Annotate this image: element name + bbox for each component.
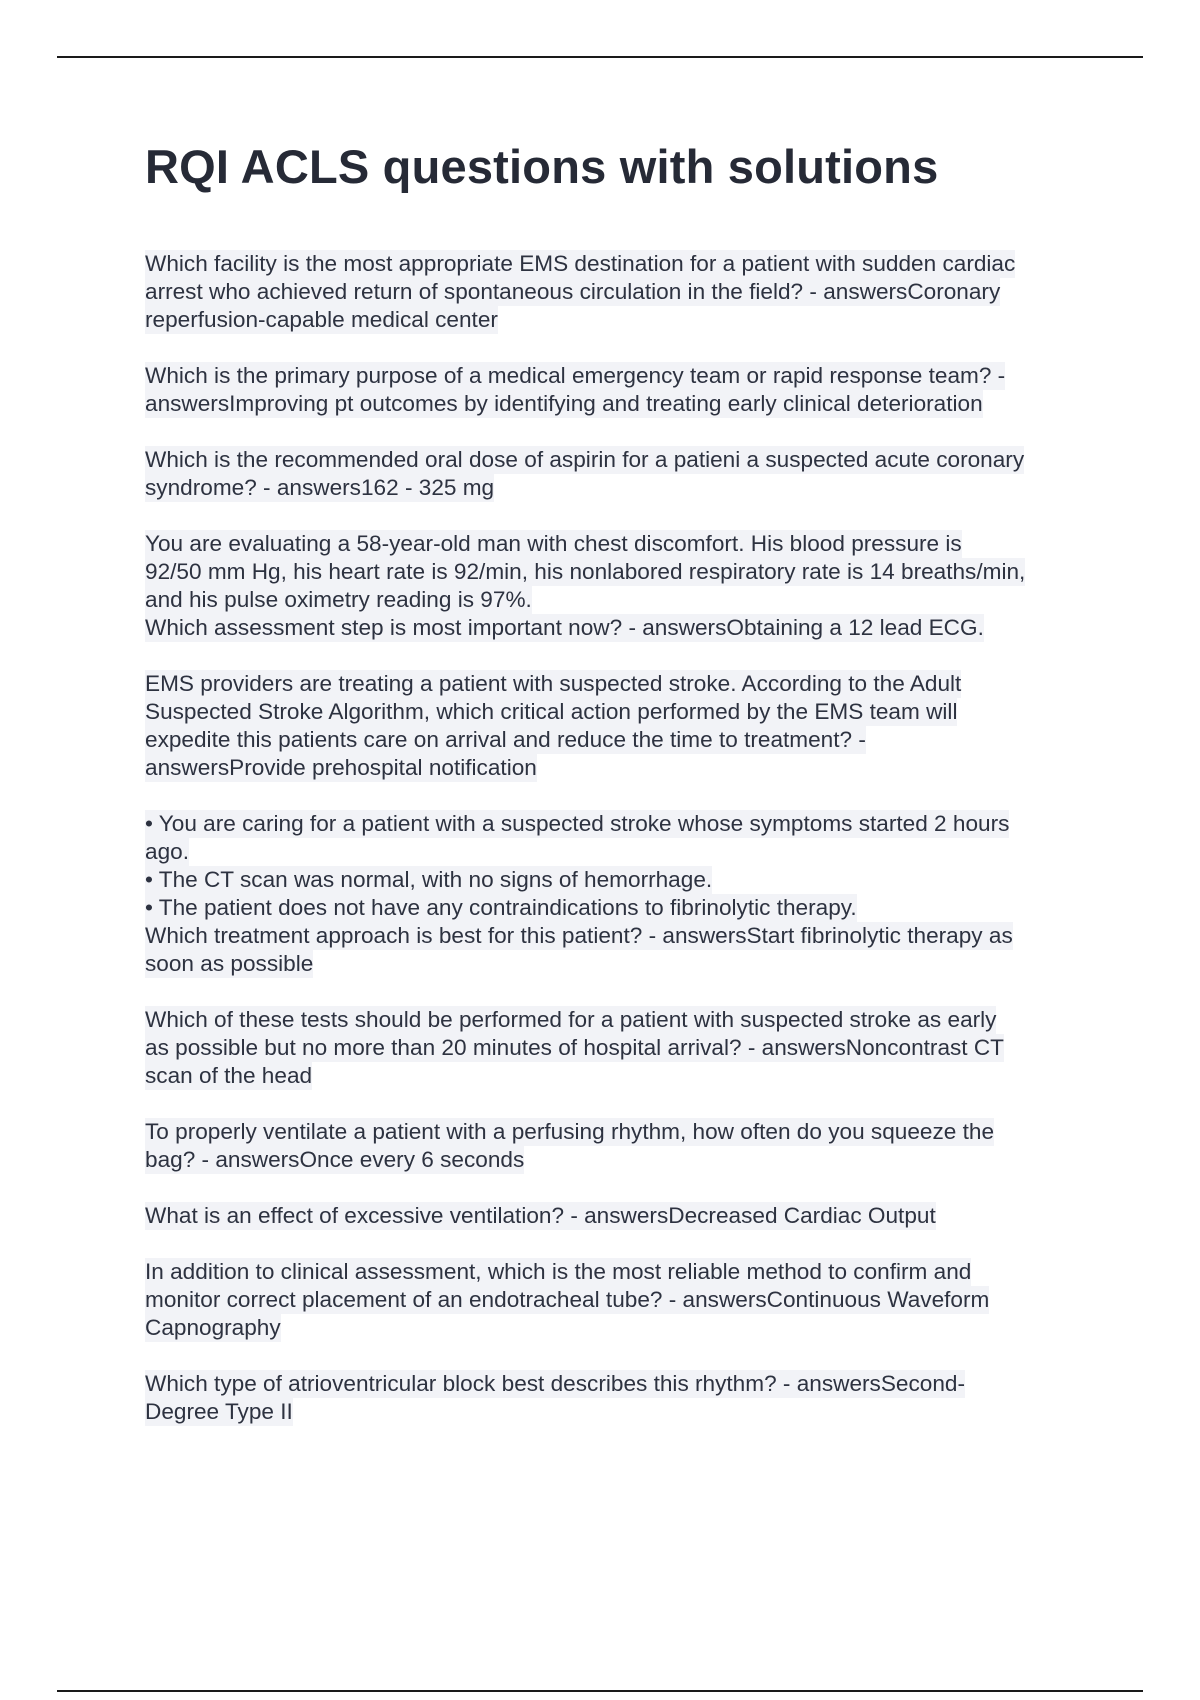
qa-text-line: You are evaluating a 58-year-old man with chest discomfort. His blood pressure is — [145, 531, 962, 557]
qa-item — [145, 1202, 1095, 1230]
qa-item — [145, 446, 1095, 502]
qa-text-line: arrest who achieved return of spontaneous circulation in the field? - answersCoronary — [145, 279, 1001, 305]
qa-text-line: Suspected Stroke Algorithm, which critical action performed by the EMS team will — [145, 699, 958, 725]
qa-text-line: To properly ventilate a patient with a perfusing rhythm, how often do you squeeze the — [145, 1119, 995, 1145]
qa-text-line: • The CT scan was normal, with no signs of hemorrhage. — [145, 867, 713, 893]
qa-text-line: Capnography — [145, 1315, 281, 1341]
qa-item — [145, 1006, 1095, 1090]
qa-text-line: bag? - answersOnce every 6 seconds — [145, 1147, 525, 1173]
qa-text-line: answersImproving pt outcomes by identifying and treating early clinical deterioration — [145, 391, 983, 417]
qa-text-line: What is an effect of excessive ventilation? - answersDecreased Cardiac Output — [145, 1203, 936, 1229]
qa-item — [145, 670, 1095, 782]
page-title: RQI ACLS questions with solutions — [145, 140, 939, 193]
qa-text-line: syndrome? - answers162 - 325 mg — [145, 475, 495, 501]
qa-text-line: soon as possible — [145, 951, 314, 977]
top-rule — [57, 56, 1143, 58]
qa-text-line: EMS providers are treating a patient with suspected stroke. According to the Adult — [145, 671, 962, 697]
qa-item — [145, 1258, 1095, 1342]
qa-text-line: Which type of atrioventricular block best describes this rhythm? - answersSecond- — [145, 1371, 965, 1397]
qa-text-line: Which facility is the most appropriate EMS destination for a patient with sudden cardiac — [145, 251, 1016, 277]
qa-text-line: • The patient does not have any contraindications to fibrinolytic therapy. — [145, 895, 857, 921]
qa-text-line: as possible but no more than 20 minutes of hospital arrival? - answersNoncontrast CT — [145, 1035, 1004, 1061]
qa-list — [145, 250, 1095, 1426]
qa-text-line: expedite this patients care on arrival and reduce the time to treatment? - — [145, 727, 866, 753]
qa-item — [145, 810, 1095, 978]
qa-text-line: Degree Type II — [145, 1399, 293, 1425]
qa-item — [145, 362, 1095, 418]
qa-item — [145, 250, 1095, 334]
qa-item — [145, 1118, 1095, 1174]
qa-text-line: ago. — [145, 839, 189, 865]
qa-text-line: Which is the primary purpose of a medical emergency team or rapid response team? - — [145, 363, 1006, 389]
qa-text-line: • You are caring for a patient with a suspected stroke whose symptoms started 2 hours — [145, 811, 1010, 837]
qa-text-line: scan of the head — [145, 1063, 313, 1089]
qa-item — [145, 1370, 1095, 1426]
qa-text-line: and his pulse oximetry reading is 97%. — [145, 587, 532, 613]
document-body — [145, 140, 1095, 1454]
qa-text-line: Which assessment step is most important now? - answersObtaining a 12 lead ECG. — [145, 615, 984, 641]
qa-text-line: reperfusion-capable medical center — [145, 307, 498, 333]
qa-text-line: answersProvide prehospital notification — [145, 755, 537, 781]
qa-text-line: monitor correct placement of an endotracheal tube? - answersContinuous Waveform — [145, 1287, 990, 1313]
qa-text-line: Which is the recommended oral dose of aspirin for a patieni a suspected acute coronary — [145, 447, 1025, 473]
qa-text-line: 92/50 mm Hg, his heart rate is 92/min, his nonlabored respiratory rate is 14 breaths/min, — [145, 559, 1026, 585]
qa-text-line: Which of these tests should be performed for a patient with suspected stroke as early — [145, 1007, 997, 1033]
qa-item — [145, 530, 1095, 642]
bottom-rule — [57, 1690, 1143, 1692]
qa-text-line: Which treatment approach is best for this patient? - answersStart fibrinolytic therapy as — [145, 923, 1013, 949]
qa-text-line: In addition to clinical assessment, which is the most reliable method to confirm and — [145, 1259, 972, 1285]
